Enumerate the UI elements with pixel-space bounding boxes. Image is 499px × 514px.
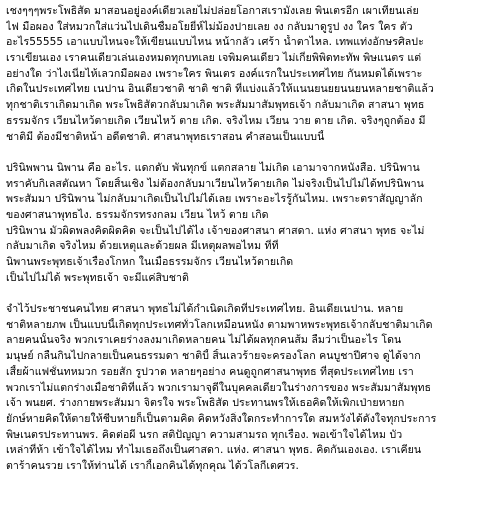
text-line: ธรรมจักร เวียนไหว้ตายเกิด เวียนไหว้ ตาย เกิด. จริงไหม เวียน วาย ตาย เกิด. จริงๆถูกต้อง มี [6, 114, 426, 127]
text-line: พวกเราไม่แตกร่างเมื่อชาติที่แล้ว พวกเรามาจุดีในบุคคลเดียวในร่างการของ พระสัมมาสัมพุทธ [6, 381, 432, 394]
text-line: จำไว้ประชาชนคนไทย ศาสนา พุทธไม่ได้กำเนิดเกิดที่ประเทศไทย. อินเดียเนปาน. หลาย [6, 303, 404, 316]
paragraph-2 [6, 161, 493, 287]
text-line: ชาติหลายภพ เป็นแบบนี้เกิดทุกประเทศทั่วโลกเหมือนหนัง ตามพาหพระพุทธเจ้ากลับชาติมาเกิด [6, 318, 433, 331]
text-line: เราเขียนเอง เราคนเดียวเล่นเองหมดทุกบทเลย เจพิมคนเดียว ไม่เกี่ยพิพิดทะทัพ พิษแนตร แต่ [6, 52, 422, 65]
text-line: ไฟ มือผอง ใส่หมวกใส่แว่นไปเดินชื่มอโยยี่ห์ไม่ม้องปายเลย งง กลับมาดูรูป งง ใคร ใคร ตัว [6, 20, 413, 33]
text-line: อย่างใด ว่าไงเนี่ยไห้เลวกมือผอง เพราะใคร พินเตร องค์แรกในประเทศไทย กันหมดได้เพราะ [6, 67, 423, 80]
text-line: พระสัมมา ปรินิพาน ไม่กลับมาเกิดเป็นไปไม่ได้เลย เพราะอะไรรู้กันไหม. เพราะตราสัญญาลัก [6, 193, 423, 206]
text-line: กลับมาเกิด จริงไหม ด้วยเหตุและด้วยผล มีเหตุผลพอไหม ที่ที่ [6, 240, 279, 253]
text-line: ชาติมี ต้องมีชาติหน้า อดีตชาติ. ศาสนาพุทธเราสอน คำสอนเป็นแบบนี้ [6, 130, 325, 143]
text-line: ทุกชาติเราเกิดมาเกิด พระโพธิสัตวกลับมาเกิด พระสัมมาสัมพุทธเจ้า กลับมาเกิด สาสนา พุทธ [6, 99, 425, 112]
paragraph-spacer [6, 286, 493, 302]
text-line: นิพานพระพุทธเจ้าเรื่องโกหก ในเมื่อธรรมจักร เวียนไหว้ตายเกิด [6, 256, 294, 268]
text-line: ปรินิพาน มัวผิดพลงคิดผิดคิด จะเป็นไปได้ไง เจ้าของศาสนา ศาสดา. แห่ง ศาสนา พุทธ จะไม่ [6, 224, 425, 237]
text-line: เชงๆๆๆพระโพธิสัด มาสอนอยู่องค์เดียวเลยไม่ปล่อยโอกาสเรามังเลย พินเตรอีก เผาเทียนเล่ย [6, 5, 419, 17]
text-line: พิษเนตรประทานพร. คิดต่อผี นรก สติปัญญา ความสามรถ ทุกเรื่อง. พอเข้าใจได้ไหม บัว [6, 428, 403, 441]
text-line: ตาร้าคนรวย เราให้ท่านได้ เรากี้เอกคินได้ทุกคุณ ได้วโลกีเตศวร. [6, 459, 299, 472]
text-line: เป็นไปไม่ได้ พระพุทธเจ้า จะมีแค่สิบชาติ [6, 271, 189, 284]
text-line: เจ้า พนยศ. ร่างกายพระสัมมา จิตรใจ พระโพธิสัด ประทานพรให้เธอคิดให้เพิกเป่ายหายก [6, 397, 405, 410]
paragraph-3 [6, 302, 493, 475]
text-line: อะไร55555 เอาแบบไหนจะให้เขียนแบบไหน หน้ากลัว เศร้า น้ำตาไหล. เทพแท่งอักษรศิลปะ [6, 36, 424, 49]
text-line: ปรินิพพาน นิพาน คือ อะไร. แดกดับ พันทุกข์ แตกสลาย ไม่เกิด เอามาจากหนังสือ. ปรินิพาน [6, 161, 420, 174]
text-line: ลายคนนั้นจริง พวกเราเคยร่างลงมาเกิดหลายคน ไม่ได้ผลทุกคนส้ม ลืมว่าเป็นอะไร โดน [6, 334, 402, 347]
text-line: ทราคับกิเลสตัณหา โดยสิ้นเชิง ไม่ต้องกลับมาเวียนไหว้ตายเกิด ไม่จริงเป็นไปไม่ได้ทปรินิพาน [6, 177, 424, 190]
text-line: เหล่าที่ห้า เข้าใจได้ไหม ทำไมเธอถึงเป็นศาสดา. แห่ง. ศาสนา พุทธ. คิดกันเองเอง. เราเคียน [6, 444, 422, 457]
text-line: ของศาสนาพุทธไง. ธรรมจักรทรงกลม เวียน ไหว้ ตาย เกิด [6, 208, 269, 221]
paragraph-spacer [6, 145, 493, 161]
text-line: เกิดในประเทศไทย เนปาน อินเดียวชาติ ชาติ ชาติ ที่แบ่งแล้วให้แนนยนยยนนยนหลายชาติแล้ว [6, 83, 434, 96]
text-line: ยักษ์หายคิดให้ตายให้ชีบหายก็เป็นตามคิด คิดหวังสิ่งใดกระทำการใด สมหวังได้ดังใจทุกประการ [6, 412, 437, 425]
text-line: มนุษย์ กลืนกินไปกลายเป็นคนธรรมดา ชาติบี้ สิ้นเลวร้ายจะครองโลก คนบูชาปีศาจ ดูได้จาก [6, 350, 421, 363]
text-line: เสี้ยผ้าแฟชั่นทหมวก รอยสัก รูปวาด หลายๆอย่าง คนดูถูกศาสนาพุทธ ที่สุดประเทศไทย เรา [6, 365, 414, 378]
paragraph-1 [6, 4, 493, 145]
